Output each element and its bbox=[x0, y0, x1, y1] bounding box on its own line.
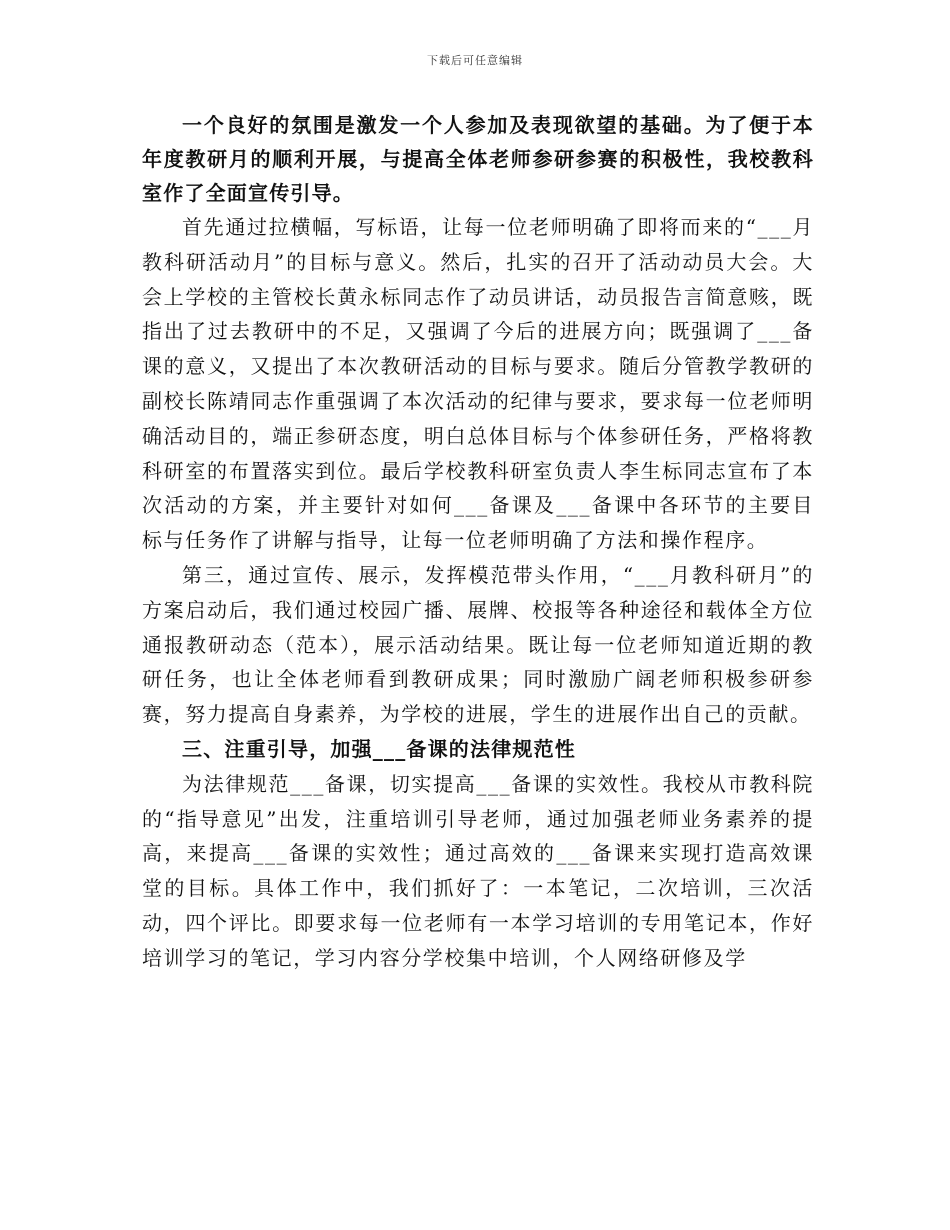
body-paragraph-mobilization: 首先通过拉横幅，写标语，让每一位老师明确了即将而来的“___月教科研活动月”的目标与意义。然后，扎实的召开了活动动员大会。大会上学校的主管校长黄永标同志作了动员讲话，动员报告言简意赅，既指出了过去教研中的不足，又强调了今后的进展方向；既强调了___备课的意义，又提出了本次教研活动的目标与要求。随后分管教学教研的副校长陈靖同志作重强调了本次活动的纪律与要求，要求每一位老师明确活动目的，端正参研态度，明白总体目标与个体参研任务，严格将教科研室的布置落实到位。最后学校教科研室负责人李生标同志宣布了本次活动的方案，并主要针对如何___备课及___备课中各环节的主要目标与任务作了讲解与指导，让每一位老师明确了方法和操作程序。 bbox=[142, 215, 814, 553]
section-heading: 三、注重引导，加强___备课的法律规范性 bbox=[182, 736, 576, 761]
page-header: 下载后可任意编辑 bbox=[427, 54, 523, 67]
body-paragraph-publicity: 第三，通过宣传、展示，发挥模范带头作用，“___月教科研月”的方案启动后，我们通过校园广播、展牌、校报等各种途径和载体全方位通报教研动态（范本），展示活动结果。既让每一位老师知道近期的教研任务，也让全体老师看到教研成果；同时激励广阔老师积极参研参赛，努力提高自身素养，为学校的进展，学生的进展作出自己的贡献。 bbox=[142, 562, 814, 727]
document-body bbox=[142, 108, 814, 976]
body-paragraph-standardization: 为法律规范___备课，切实提高___备课的实效性。我校从市教科院的“指导意见”出发，注重培训引导老师，通过加强老师业务素养的提高，来提高___备课的实效性；通过高效的___备课来实现打造高效课堂的目标。具体工作中，我们抓好了：一本笔记，二次培训，三次活动，四个评比。即要求每一位老师有一本学习培训的专用笔记本，作好培训学习的笔记，学习内容分学校集中培训，个人网络研修及学 bbox=[142, 771, 814, 970]
intro-paragraph: 一个良好的氛围是激发一个人参加及表现欲望的基础。为了便于本年度教研月的顺利开展，与提高全体老师参研参赛的积极性，我校教科室作了全面宣传引导。 bbox=[142, 113, 814, 205]
